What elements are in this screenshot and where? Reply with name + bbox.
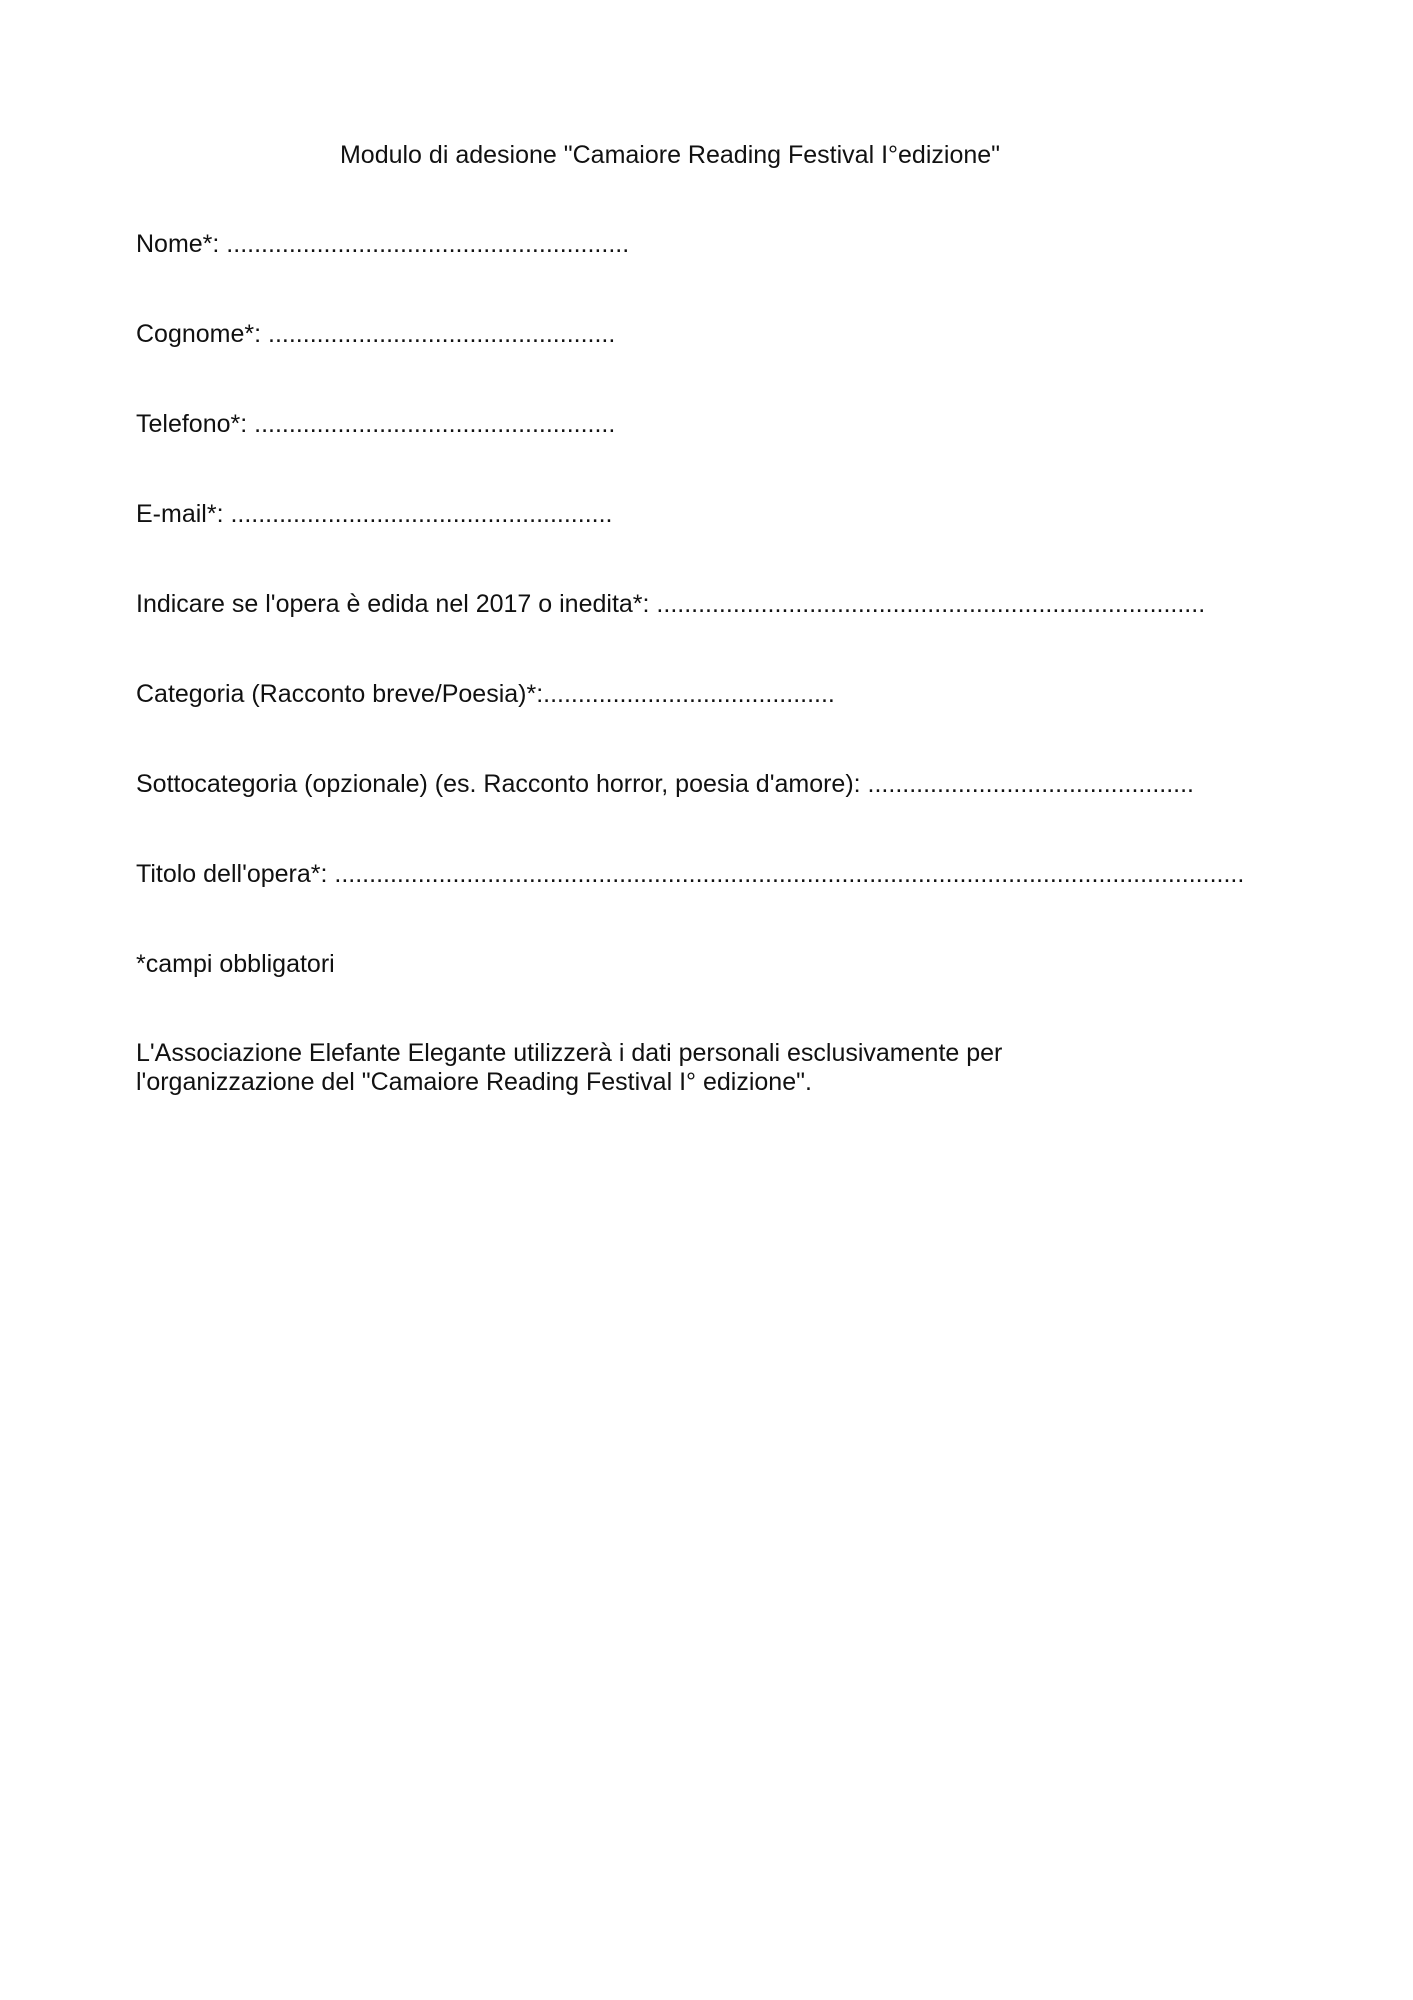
field-nome: Nome*: ..........................................................	[136, 230, 630, 258]
field-sottocategoria: Sottocategoria (opzionale) (es. Racconto horror, poesia d'amore): ...............................................	[136, 770, 1194, 798]
privacy-line-1: L'Associazione Elefante Elegante utilizzerà i dati personali esclusivamente per	[136, 1039, 1003, 1067]
field-cognome: Cognome*: ..................................................	[136, 320, 616, 348]
field-telefono: Telefono*: ....................................................	[136, 410, 616, 438]
document-title: Modulo di adesione "Camaiore Reading Festival I°edizione"	[339, 141, 1001, 169]
field-titolo-opera: Titolo dell'opera*: ...................................................................................................................................	[136, 860, 1245, 888]
form-fields	[136, 229, 1286, 949]
field-email: E-mail*: .......................................................	[136, 500, 613, 528]
required-fields-note: *campi obbligatori	[136, 950, 335, 978]
privacy-line-2: l'organizzazione del "Camaiore Reading Festival I° edizione".	[136, 1068, 812, 1096]
field-categoria: Categoria (Racconto breve/Poesia)*:..........................................	[136, 680, 835, 708]
privacy-statement	[136, 1039, 1286, 1097]
field-edita-inedita: Indicare se l'opera è edida nel 2017 o inedita*: ...............................................................................	[136, 590, 1206, 618]
